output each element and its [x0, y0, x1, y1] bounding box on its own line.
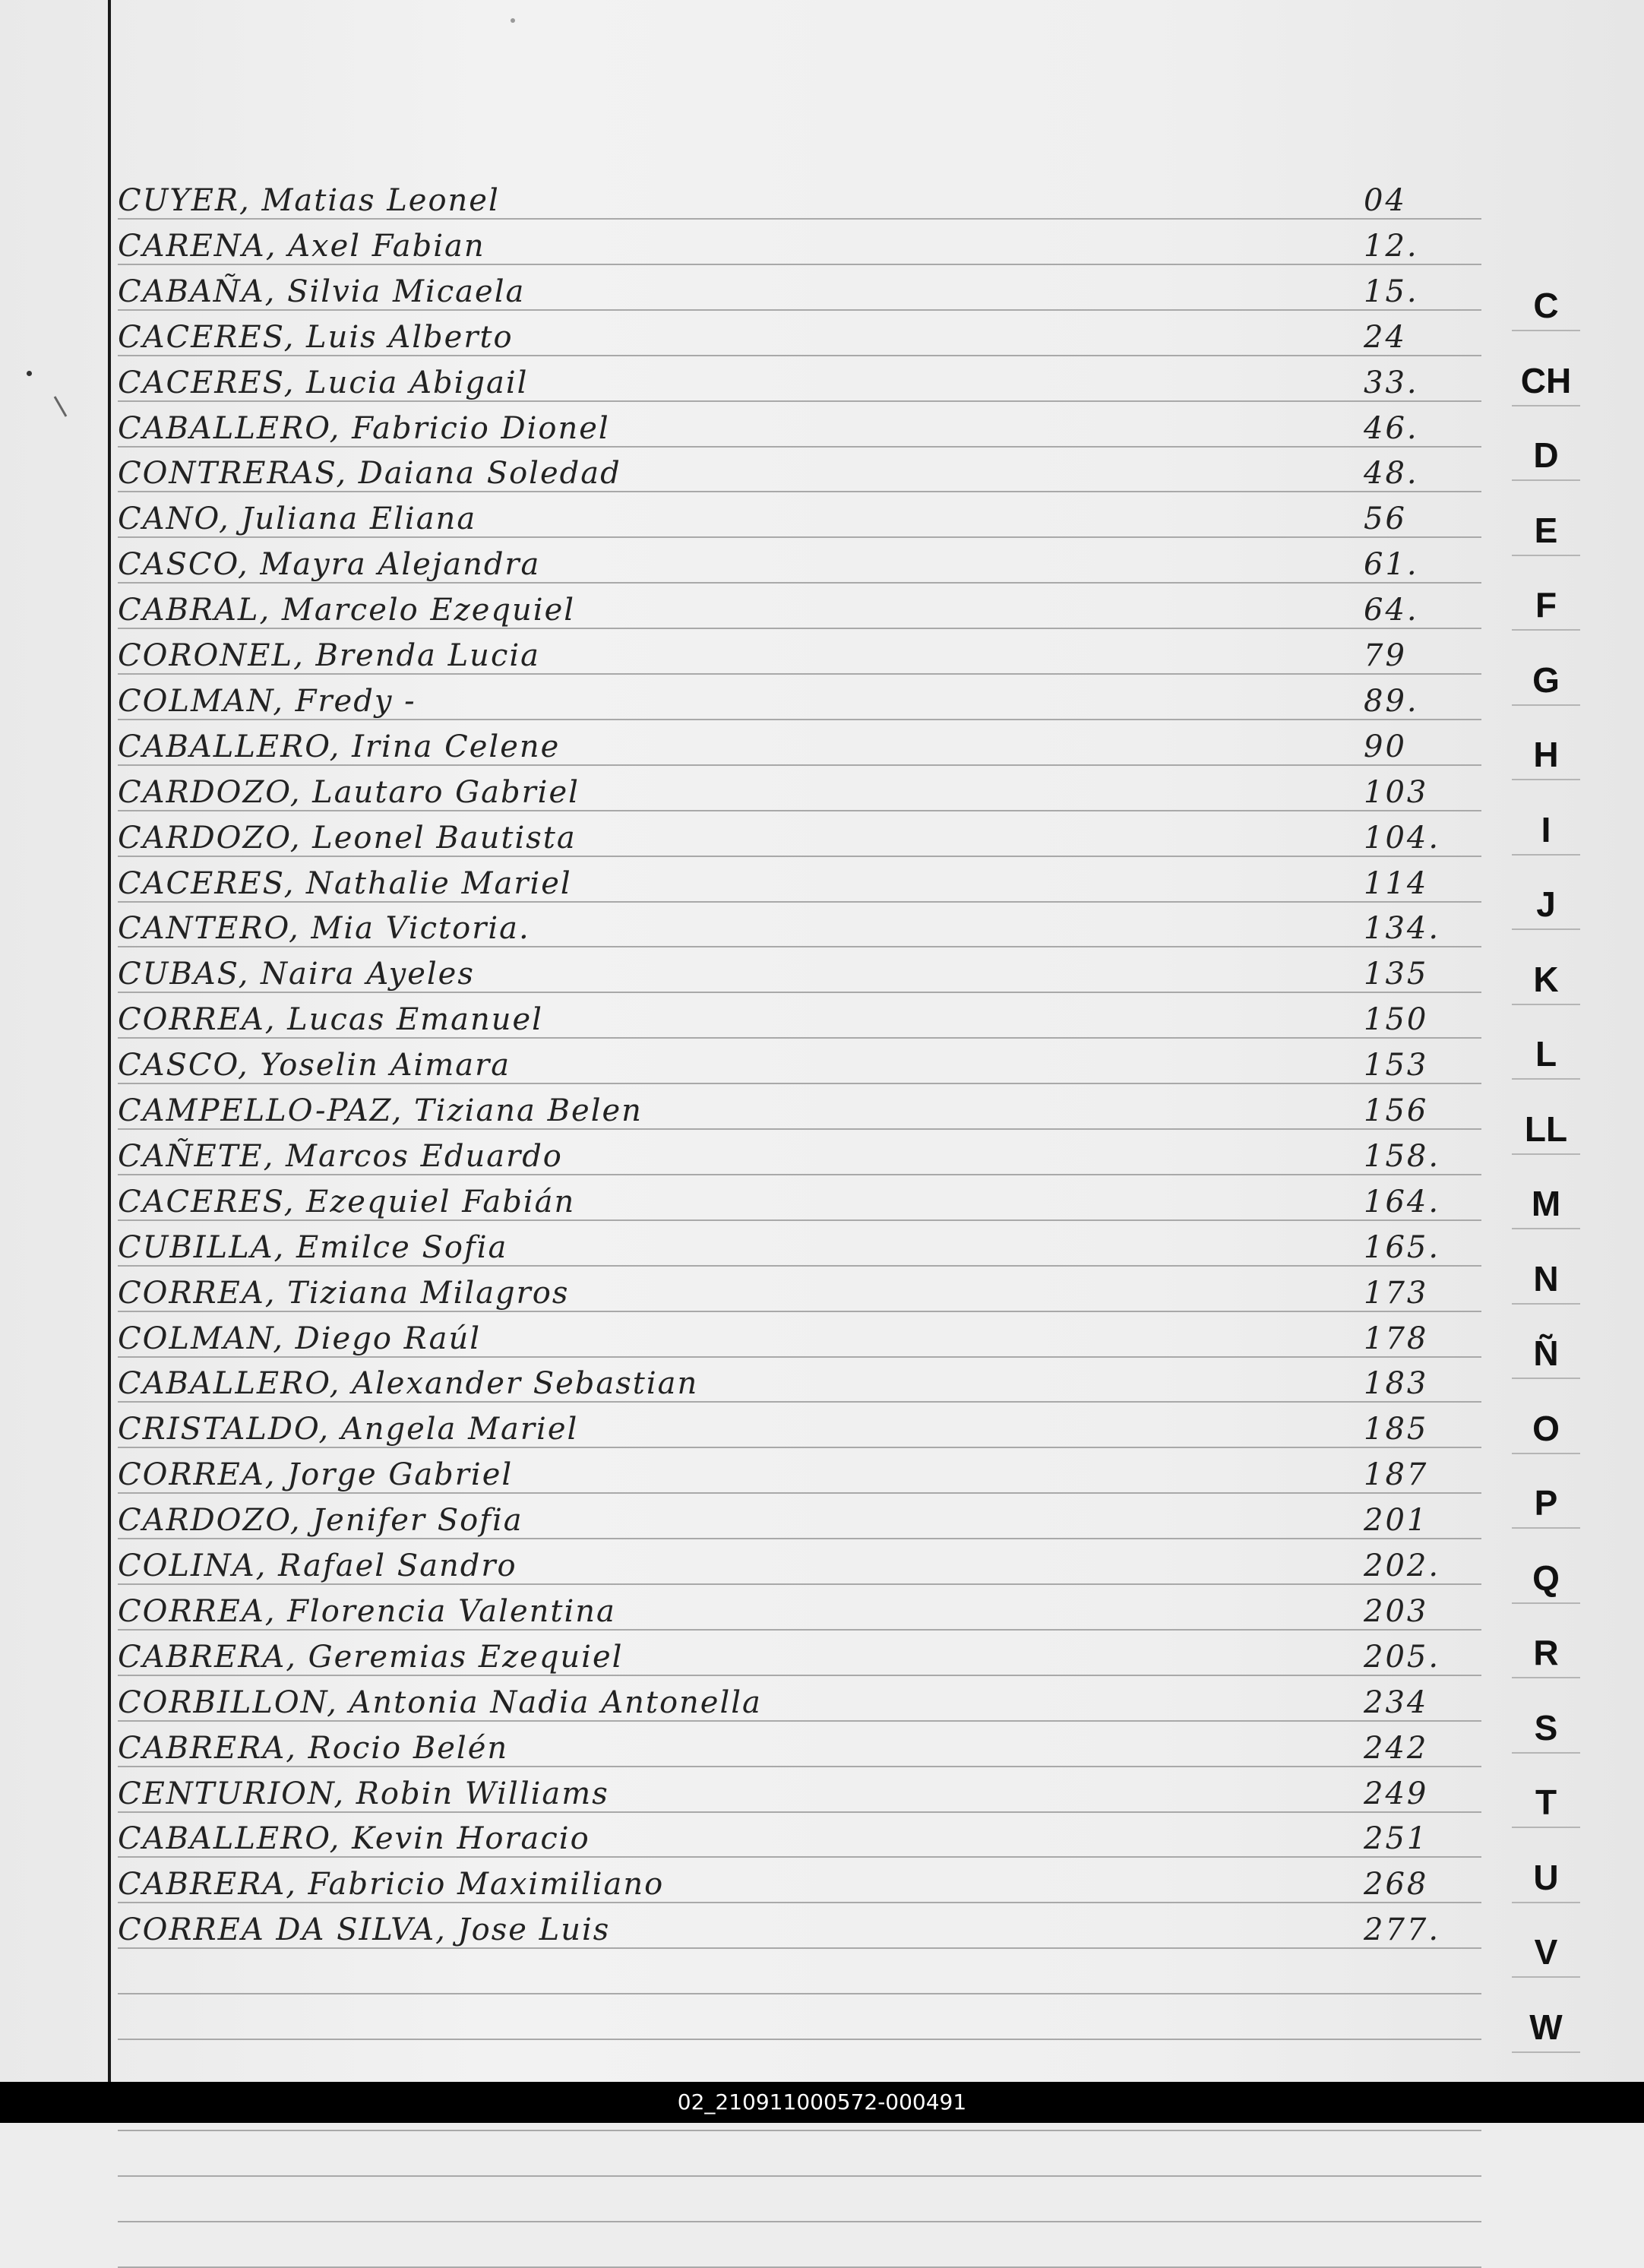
- ruled-line: [118, 764, 1481, 766]
- entry-name: CASCO, Yoselin Aimara: [118, 1048, 511, 1083]
- index-tab-divider: [1512, 779, 1580, 780]
- entry-name: CONTRERAS, Daiana Soledad: [118, 456, 621, 491]
- entry-number: 24: [1364, 320, 1407, 355]
- entry-number: 89.: [1364, 684, 1419, 719]
- entry-name: COLINA, Rafael Sandro: [118, 1548, 517, 1583]
- entry-name: COLMAN, Diego Raúl: [118, 1321, 482, 1356]
- entry-number: 61.: [1364, 547, 1419, 582]
- entry-number: 203: [1364, 1594, 1429, 1629]
- index-tab-divider: [1512, 1078, 1580, 1080]
- entry-number: 134.: [1364, 911, 1441, 946]
- entry-name: CORREA, Lucas Emanuel: [118, 1002, 543, 1037]
- entry-number: 104.: [1364, 821, 1441, 856]
- entry-number: 48.: [1364, 456, 1419, 491]
- ruled-line: [118, 1811, 1481, 1813]
- image-id-footer: 02_210911000572-000491: [0, 2082, 1644, 2123]
- ink-dot: [27, 371, 32, 376]
- entry-name: CABALLERO, Irina Celene: [118, 729, 561, 764]
- entry-number: 268: [1364, 1867, 1429, 1902]
- index-tab-letter[interactable]: E: [1534, 511, 1558, 550]
- entry-number: 150: [1364, 1002, 1429, 1037]
- entry-name: CABRERA, Geremias Ezequiel: [118, 1640, 624, 1675]
- entry-name: CORREA, Florencia Valentina: [118, 1594, 616, 1629]
- entry-number: 165.: [1364, 1230, 1441, 1265]
- ruled-line: [118, 582, 1481, 584]
- entry-number: 79: [1364, 638, 1407, 673]
- entry-number: 90: [1364, 729, 1407, 764]
- index-tab-divider: [1512, 1228, 1580, 1229]
- index-tab-letter[interactable]: R: [1533, 1633, 1559, 1672]
- ruled-line: [118, 2039, 1481, 2040]
- entry-number: 15.: [1364, 274, 1419, 309]
- entry-number: 56: [1364, 501, 1407, 536]
- entry-name: CABALLERO, Kevin Horacio: [118, 1821, 590, 1856]
- entry-name: CAÑETE, Marcos Eduardo: [118, 1139, 563, 1174]
- index-tab-divider: [1512, 330, 1580, 331]
- entry-name: CABALLERO, Alexander Sebastian: [118, 1366, 699, 1401]
- ruled-line: [118, 2175, 1481, 2177]
- ruled-line: [118, 446, 1481, 448]
- entry-number: 242: [1364, 1731, 1429, 1766]
- ruled-line: [118, 1720, 1481, 1722]
- index-tab-letter[interactable]: T: [1535, 1782, 1557, 1822]
- index-tab-letter[interactable]: Q: [1532, 1558, 1560, 1598]
- ruled-line: [118, 355, 1481, 356]
- ruled-line: [118, 1902, 1481, 1903]
- entry-number: 185: [1364, 1412, 1429, 1447]
- entry-name: CUYER, Matias Leonel: [118, 183, 500, 218]
- entry-name: CARDOZO, Jenifer Sofia: [118, 1503, 523, 1538]
- index-tab-divider: [1512, 928, 1580, 930]
- ruled-line: [118, 218, 1481, 220]
- entry-number: 46.: [1364, 411, 1419, 446]
- index-tab-divider: [1512, 479, 1580, 481]
- ruled-line: [118, 264, 1481, 265]
- index-tab-letter[interactable]: D: [1533, 435, 1559, 475]
- entry-number: 201: [1364, 1503, 1429, 1538]
- entry-name: CORBILLON, Antonia Nadia Antonella: [118, 1685, 762, 1720]
- entry-name: CABRAL, Marcelo Ezequiel: [118, 593, 576, 628]
- entry-number: 164.: [1364, 1185, 1441, 1219]
- ruled-line: [118, 946, 1481, 947]
- ruled-line: [118, 1311, 1481, 1312]
- entry-name: CABRERA, Rocio Belén: [118, 1731, 509, 1766]
- entry-number: 205.: [1364, 1640, 1441, 1675]
- entry-number: 153: [1364, 1048, 1429, 1083]
- index-tab-letter[interactable]: G: [1532, 660, 1560, 700]
- entry-number: 33.: [1364, 365, 1419, 400]
- entry-number: 114: [1364, 866, 1429, 901]
- ruled-line: [118, 901, 1481, 903]
- ruled-line: [118, 1401, 1481, 1403]
- index-tab-divider: [1512, 1153, 1580, 1155]
- entry-number: 103: [1364, 775, 1429, 810]
- entry-number: 04: [1364, 183, 1407, 218]
- index-tab-divider: [1512, 1602, 1580, 1604]
- index-tab-letter[interactable]: O: [1532, 1409, 1560, 1448]
- entry-name: CORREA, Jorge Gabriel: [118, 1457, 514, 1492]
- ruled-line: [118, 856, 1481, 857]
- index-tab-divider: [1512, 1453, 1580, 1454]
- entry-name: CASCO, Mayra Alejandra: [118, 547, 541, 582]
- index-tab-letter[interactable]: M: [1531, 1184, 1561, 1223]
- ruled-line: [118, 1219, 1481, 1221]
- index-tab-letter[interactable]: N: [1533, 1259, 1559, 1298]
- entry-number: 234: [1364, 1685, 1429, 1720]
- entry-name: CORREA, Tiziana Milagros: [118, 1276, 570, 1311]
- ink-dot: [511, 18, 515, 23]
- ruled-line: [118, 1675, 1481, 1676]
- ruled-line: [118, 1947, 1481, 1949]
- entry-number: 178: [1364, 1321, 1429, 1356]
- index-tab-letter[interactable]: J: [1536, 884, 1556, 924]
- ruled-line: [118, 2221, 1481, 2222]
- entry-name: CARDOZO, Leonel Bautista: [118, 821, 577, 856]
- ruled-line: [118, 1492, 1481, 1494]
- ruled-line: [118, 628, 1481, 629]
- index-tab-letter[interactable]: U: [1533, 1858, 1559, 1897]
- index-tab-divider: [1512, 1827, 1580, 1828]
- entry-number: 158.: [1364, 1139, 1441, 1174]
- entry-name: CABRERA, Fabricio Maximiliano: [118, 1867, 665, 1902]
- ruled-line: [118, 1128, 1481, 1130]
- ruled-line: [118, 1037, 1481, 1039]
- ink-tick: [54, 396, 68, 416]
- entry-name: CANTERO, Mia Victoria.: [118, 911, 530, 946]
- ruled-line: [118, 1856, 1481, 1858]
- ruled-line: [118, 1356, 1481, 1358]
- index-tab-letter[interactable]: CH: [1520, 361, 1572, 400]
- entry-number: 135: [1364, 957, 1429, 992]
- entry-number: 173: [1364, 1276, 1429, 1311]
- entry-number: 187: [1364, 1457, 1429, 1492]
- index-tab-divider: [1512, 555, 1580, 556]
- index-tab-divider: [1512, 1976, 1580, 1978]
- ruled-line: [118, 309, 1481, 311]
- ruled-line: [118, 536, 1481, 538]
- entry-name: CANO, Juliana Eliana: [118, 501, 477, 536]
- index-tab-letter[interactable]: Ñ: [1533, 1333, 1559, 1373]
- index-tab-divider: [1512, 2051, 1580, 2053]
- entry-name: CARENA, Axel Fabian: [118, 229, 485, 264]
- index-tab-divider: [1512, 1752, 1580, 1754]
- entry-name: CARDOZO, Lautaro Gabriel: [118, 775, 580, 810]
- entry-number: 251: [1364, 1821, 1429, 1856]
- entry-number: 64.: [1364, 593, 1419, 628]
- entry-name: CORONEL, Brenda Lucia: [118, 638, 540, 673]
- entry-number: 249: [1364, 1776, 1429, 1811]
- index-tab-letter[interactable]: W: [1529, 2007, 1563, 2047]
- index-tab-letter[interactable]: L: [1535, 1034, 1557, 1074]
- entry-number: 183: [1364, 1366, 1429, 1401]
- index-tab-divider: [1512, 1527, 1580, 1529]
- index-tab-letter[interactable]: K: [1533, 960, 1559, 999]
- ruled-line: [118, 992, 1481, 993]
- index-tab-divider: [1512, 1004, 1580, 1005]
- ruled-line: [118, 1174, 1481, 1175]
- index-tab-letter[interactable]: I: [1541, 810, 1551, 849]
- index-tab-divider: [1512, 1902, 1580, 1903]
- entry-name: CACERES, Ezequiel Fabián: [118, 1185, 576, 1219]
- index-tab-divider: [1512, 1677, 1580, 1678]
- ruled-line: [118, 1766, 1481, 1767]
- ruled-line: [118, 1538, 1481, 1539]
- index-tab-divider: [1512, 1378, 1580, 1379]
- index-tab-letter[interactable]: LL: [1524, 1109, 1568, 1149]
- ruled-line: [118, 673, 1481, 675]
- ruled-line: [118, 810, 1481, 811]
- entry-name: CACERES, Nathalie Mariel: [118, 866, 572, 901]
- index-tab-divider: [1512, 405, 1580, 406]
- ruled-line: [118, 719, 1481, 720]
- entry-name: COLMAN, Fredy -: [118, 684, 416, 719]
- entry-name: CRISTALDO, Angela Mariel: [118, 1412, 579, 1447]
- ruled-line: [118, 1993, 1481, 1994]
- index-tab-letter[interactable]: F: [1535, 585, 1557, 625]
- entry-number: 202.: [1364, 1548, 1441, 1583]
- index-tab-letter[interactable]: P: [1534, 1483, 1558, 1523]
- entry-number: 277.: [1364, 1912, 1441, 1947]
- index-tab-divider: [1512, 854, 1580, 856]
- ruled-line: [118, 400, 1481, 402]
- entry-name: CENTURION, Robin Williams: [118, 1776, 609, 1811]
- entry-number: 12.: [1364, 229, 1419, 264]
- ruled-line: [118, 1583, 1481, 1585]
- index-tab-letter[interactable]: S: [1534, 1708, 1558, 1748]
- entry-number: 156: [1364, 1093, 1429, 1128]
- margin-line: [108, 0, 111, 2082]
- ruled-line: [118, 491, 1481, 492]
- index-tab-letter[interactable]: V: [1534, 1932, 1558, 1972]
- ruled-line: [118, 2130, 1481, 2131]
- ruled-line: [118, 1629, 1481, 1631]
- entry-name: CAMPELLO-PAZ, Tiziana Belen: [118, 1093, 643, 1128]
- entry-name: CACERES, Lucia Abigail: [118, 365, 529, 400]
- ruled-line: [118, 1265, 1481, 1267]
- entry-name: CUBILLA, Emilce Sofia: [118, 1230, 508, 1265]
- index-tab-letter[interactable]: H: [1533, 735, 1559, 774]
- entry-name: CORREA DA SILVA, Jose Luis: [118, 1912, 611, 1947]
- entry-name: CABALLERO, Fabricio Dionel: [118, 411, 610, 446]
- entry-name: CACERES, Luis Alberto: [118, 320, 514, 355]
- index-tab-divider: [1512, 629, 1580, 631]
- index-tab-divider: [1512, 1303, 1580, 1305]
- entry-name: CUBAS, Naira Ayeles: [118, 957, 475, 992]
- ruled-line: [118, 1083, 1481, 1084]
- ruled-line: [118, 1447, 1481, 1448]
- entry-name: CABAÑA, Silvia Micaela: [118, 274, 526, 309]
- index-tab-letter[interactable]: C: [1533, 286, 1559, 325]
- index-tab-divider: [1512, 704, 1580, 706]
